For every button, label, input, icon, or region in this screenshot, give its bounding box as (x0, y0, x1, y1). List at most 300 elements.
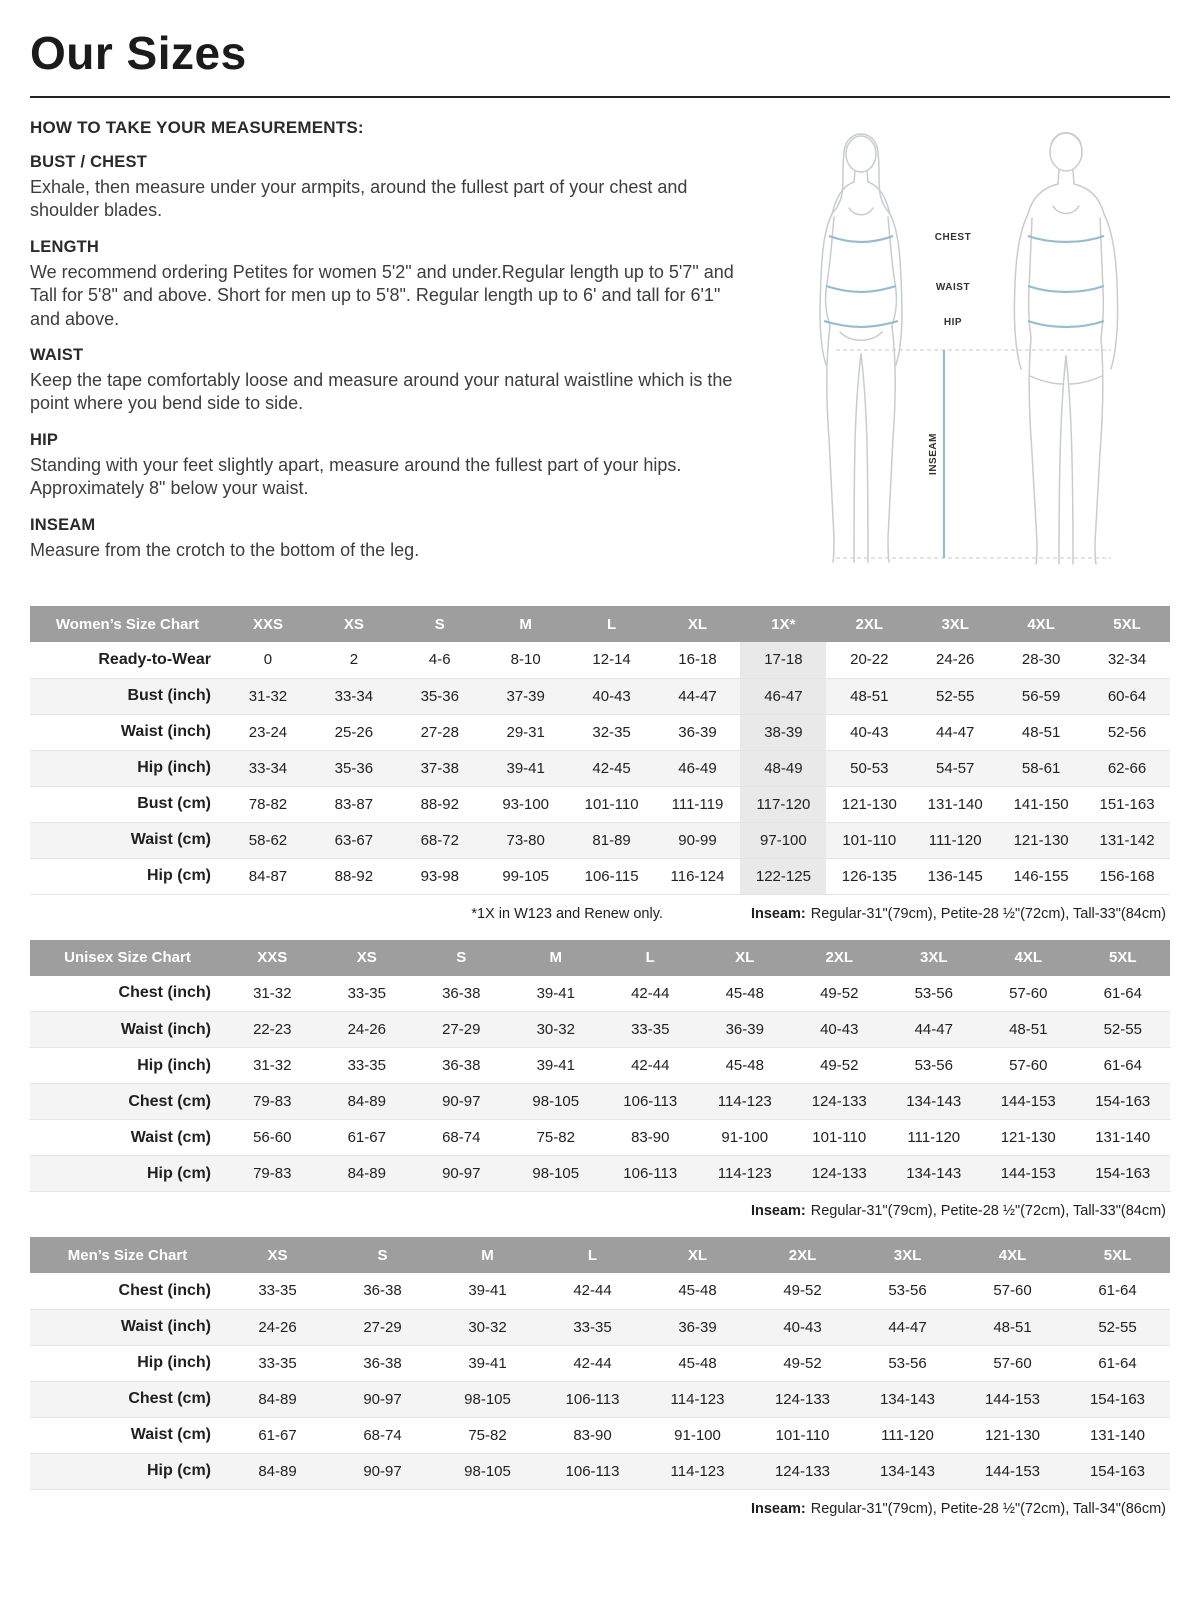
size-cell: 20-22 (826, 642, 912, 678)
size-cell: 48-51 (960, 1309, 1065, 1345)
row-label: Hip (inch) (30, 1048, 225, 1084)
size-cell: 54-57 (912, 750, 998, 786)
size-cell: 144-153 (981, 1156, 1076, 1192)
size-column-header: 4XL (981, 940, 1076, 976)
size-cell: 131-140 (1065, 1417, 1170, 1453)
size-cell: 111-120 (855, 1417, 960, 1453)
size-cell: 101-110 (792, 1120, 887, 1156)
size-cell: 40-43 (826, 714, 912, 750)
size-cell: 57-60 (960, 1273, 1065, 1309)
size-cell: 35-36 (397, 678, 483, 714)
size-cell: 4-6 (397, 642, 483, 678)
size-cell: 84-89 (320, 1084, 415, 1120)
size-cell: 45-48 (645, 1345, 750, 1381)
mens-size-chart-table (30, 1237, 1170, 1490)
size-cell: 61-64 (1076, 976, 1171, 1012)
guide-section-inseam (30, 516, 754, 562)
size-cell: 61-64 (1065, 1273, 1170, 1309)
size-column-header: 2XL (826, 606, 912, 642)
row-label: Hip (cm) (30, 1453, 225, 1489)
size-cell: 8-10 (483, 642, 569, 678)
row-label: Chest (inch) (30, 976, 225, 1012)
size-cell: 124-133 (792, 1084, 887, 1120)
table-row (30, 822, 1170, 858)
size-cell: 46-47 (740, 678, 826, 714)
size-cell: 0 (225, 642, 311, 678)
size-cell: 61-64 (1076, 1048, 1171, 1084)
size-cell: 53-56 (855, 1345, 960, 1381)
size-cell: 90-97 (330, 1381, 435, 1417)
size-cell: 93-98 (397, 858, 483, 894)
size-cell: 22-23 (225, 1012, 320, 1048)
mens-table-footnotes (34, 1501, 1166, 1517)
size-cell: 44-47 (655, 678, 741, 714)
size-cell: 25-26 (311, 714, 397, 750)
size-cell: 36-39 (655, 714, 741, 750)
size-column-header: M (435, 1237, 540, 1273)
size-cell: 52-55 (912, 678, 998, 714)
header-row (30, 1237, 1170, 1273)
size-cell: 121-130 (960, 1417, 1065, 1453)
unisex-table-footnotes (34, 1203, 1166, 1219)
size-column-header: 5XL (1084, 606, 1170, 642)
waist-label: WAIST (935, 282, 971, 293)
size-cell: 144-153 (960, 1381, 1065, 1417)
table-title: Women’s Size Chart (30, 606, 225, 642)
size-cell: 35-36 (311, 750, 397, 786)
table-row (30, 1273, 1170, 1309)
section-title: BUST / CHEST (30, 153, 147, 171)
guide-section-bust-chest (30, 153, 754, 223)
unisex-size-chart-table (30, 940, 1170, 1193)
table-row (30, 1309, 1170, 1345)
table-title: Unisex Size Chart (30, 940, 225, 976)
male-chest-line (1028, 236, 1104, 242)
size-column-header: S (397, 606, 483, 642)
row-label: Waist (cm) (30, 1417, 225, 1453)
row-label: Waist (inch) (30, 1012, 225, 1048)
size-cell: 134-143 (887, 1084, 982, 1120)
size-cell: 58-61 (998, 750, 1084, 786)
size-column-header: S (414, 940, 509, 976)
size-cell: 49-52 (792, 1048, 887, 1084)
size-cell: 75-82 (435, 1417, 540, 1453)
size-cell: 98-105 (509, 1084, 604, 1120)
row-label: Ready-to-Wear (30, 642, 225, 678)
size-cell: 131-142 (1084, 822, 1170, 858)
size-cell: 83-90 (540, 1417, 645, 1453)
size-cell: 36-39 (698, 1012, 793, 1048)
size-cell: 32-35 (569, 714, 655, 750)
size-column-header: L (569, 606, 655, 642)
size-cell: 53-56 (855, 1273, 960, 1309)
size-column-header: XL (655, 606, 741, 642)
row-label: Hip (inch) (30, 1345, 225, 1381)
table-row (30, 1048, 1170, 1084)
section-title: HIP (30, 430, 59, 449)
section-title: WAIST (30, 345, 84, 364)
size-cell: 101-110 (826, 822, 912, 858)
size-cell: 97-100 (740, 822, 826, 858)
size-cell: 134-143 (887, 1156, 982, 1192)
row-label: Waist (cm) (30, 1120, 225, 1156)
size-cell: 24-26 (225, 1309, 330, 1345)
table-row (30, 750, 1170, 786)
size-cell: 36-38 (330, 1273, 435, 1309)
size-cell: 62-66 (1084, 750, 1170, 786)
section-body: Keep the tape comfortably loose and measure around your natural waistline which is the point where you bend side to side. (30, 369, 733, 414)
size-cell: 90-97 (414, 1084, 509, 1120)
size-cell: 144-153 (960, 1453, 1065, 1489)
size-cell: 39-41 (509, 1048, 604, 1084)
section-body: Measure from the crotch to the bottom of the leg. (30, 539, 420, 560)
size-column-header: XL (698, 940, 793, 976)
size-cell: 131-140 (912, 786, 998, 822)
table-row (30, 642, 1170, 678)
inseam-footnote-label: Inseam: (750, 1203, 806, 1219)
size-cell: 36-38 (414, 976, 509, 1012)
size-cell: 42-44 (603, 1048, 698, 1084)
size-cell: 49-52 (792, 976, 887, 1012)
inseam-footnote-label: Inseam: (750, 905, 806, 922)
body-figures-illustration (766, 118, 1166, 588)
size-cell: 39-41 (509, 976, 604, 1012)
size-cell: 90-97 (414, 1156, 509, 1192)
guide-heading: HOW TO TAKE YOUR MEASUREMENTS: (30, 118, 364, 137)
size-cell: 12-14 (569, 642, 655, 678)
size-cell: 111-120 (912, 822, 998, 858)
size-cell: 33-34 (225, 750, 311, 786)
row-label: Waist (cm) (30, 822, 225, 858)
guide-section-length (30, 238, 754, 331)
size-cell: 49-52 (750, 1273, 855, 1309)
table-row (30, 976, 1170, 1012)
size-column-header: 4XL (960, 1237, 1065, 1273)
size-cell: 48-49 (740, 750, 826, 786)
size-cell: 106-115 (569, 858, 655, 894)
size-cell: 68-74 (330, 1417, 435, 1453)
size-cell: 39-41 (435, 1273, 540, 1309)
header-row (30, 940, 1170, 976)
size-cell: 46-49 (655, 750, 741, 786)
size-cell: 39-41 (435, 1345, 540, 1381)
size-column-header: 3XL (855, 1237, 960, 1273)
size-cell: 75-82 (509, 1120, 604, 1156)
size-cell: 33-35 (225, 1345, 330, 1381)
size-cell: 122-125 (740, 858, 826, 894)
inseam-label: INSEAM (928, 433, 939, 475)
row-label: Bust (inch) (30, 678, 225, 714)
size-cell: 141-150 (998, 786, 1084, 822)
size-cell: 126-135 (826, 858, 912, 894)
table-row (30, 1453, 1170, 1489)
male-hip-line (1028, 321, 1104, 327)
table-row (30, 1120, 1170, 1156)
size-cell: 73-80 (483, 822, 569, 858)
size-cell: 44-47 (855, 1309, 960, 1345)
size-cell: 114-123 (645, 1381, 750, 1417)
size-cell: 45-48 (698, 1048, 793, 1084)
row-label: Hip (cm) (30, 858, 225, 894)
size-cell: 42-45 (569, 750, 655, 786)
row-label: Waist (inch) (30, 714, 225, 750)
size-cell: 49-52 (750, 1345, 855, 1381)
size-cell: 36-39 (645, 1309, 750, 1345)
size-cell: 117-120 (740, 786, 826, 822)
size-cell: 61-67 (320, 1120, 415, 1156)
size-cell: 121-130 (981, 1120, 1076, 1156)
size-cell: 131-140 (1076, 1120, 1171, 1156)
size-cell: 56-60 (225, 1120, 320, 1156)
row-label: Waist (inch) (30, 1309, 225, 1345)
size-cell: 53-56 (887, 1048, 982, 1084)
size-cell: 40-43 (569, 678, 655, 714)
guide-section-hip (30, 431, 754, 501)
size-cell: 37-39 (483, 678, 569, 714)
row-label: Chest (cm) (30, 1084, 225, 1120)
size-cell: 33-35 (603, 1012, 698, 1048)
inseam-footnote-text: Regular-31"(79cm), Petite-28 ½"(72cm), Tall-33"(84cm) (810, 1203, 1166, 1219)
size-cell: 30-32 (435, 1309, 540, 1345)
size-cell: 45-48 (645, 1273, 750, 1309)
section-body: We recommend ordering Petites for women 5'2" and under.Regular length up to 5'7" and Tall for 5'8" and above. Short for men up to 5'8". Regular length up to 6' and tall for 6'1" and above. (30, 261, 734, 329)
size-cell: 24-26 (912, 642, 998, 678)
size-column-header: XS (320, 940, 415, 976)
size-cell: 33-35 (225, 1273, 330, 1309)
size-cell: 88-92 (311, 858, 397, 894)
inseam-footnote-text: Regular-31"(79cm), Petite-28 ½"(72cm), Tall-33"(84cm) (810, 905, 1166, 922)
size-cell: 63-67 (311, 822, 397, 858)
size-cell: 2 (311, 642, 397, 678)
size-cell: 61-64 (1065, 1345, 1170, 1381)
size-column-header: 5XL (1065, 1237, 1170, 1273)
size-cell: 99-105 (483, 858, 569, 894)
size-cell: 134-143 (855, 1381, 960, 1417)
size-cell: 50-53 (826, 750, 912, 786)
size-cell: 33-35 (320, 1048, 415, 1084)
size-cell: 45-48 (698, 976, 793, 1012)
size-cell: 57-60 (981, 976, 1076, 1012)
female-chest-line (829, 236, 893, 242)
size-cell: 106-113 (540, 1381, 645, 1417)
footnote-inseam (751, 1203, 1166, 1219)
table-row (30, 1417, 1170, 1453)
table-row (30, 1156, 1170, 1192)
size-cell: 84-89 (225, 1453, 330, 1489)
size-cell: 40-43 (750, 1309, 855, 1345)
size-cell: 121-130 (826, 786, 912, 822)
size-cell: 58-62 (225, 822, 311, 858)
size-cell: 33-34 (311, 678, 397, 714)
section-title: INSEAM (30, 515, 96, 534)
size-cell: 136-145 (912, 858, 998, 894)
size-cell: 146-155 (998, 858, 1084, 894)
womens-table-footnotes (34, 906, 1166, 922)
size-cell: 114-123 (698, 1084, 793, 1120)
size-cell: 37-38 (397, 750, 483, 786)
size-cell: 114-123 (645, 1453, 750, 1489)
row-label: Chest (inch) (30, 1273, 225, 1309)
size-column-header: S (330, 1237, 435, 1273)
size-cell: 98-105 (435, 1381, 540, 1417)
size-cell: 52-55 (1076, 1012, 1171, 1048)
size-cell: 101-110 (750, 1417, 855, 1453)
male-figure-outline (1014, 133, 1117, 564)
size-column-header: L (540, 1237, 645, 1273)
table-row (30, 786, 1170, 822)
page-title: Our Sizes (30, 27, 247, 79)
guide-text-column (30, 118, 754, 588)
female-figure-outline (820, 134, 902, 562)
size-cell: 154-163 (1076, 1156, 1171, 1192)
size-cell: 28-30 (998, 642, 1084, 678)
footnote-inseam (751, 1501, 1166, 1517)
row-label: Chest (cm) (30, 1381, 225, 1417)
table-row (30, 1084, 1170, 1120)
size-cell: 83-87 (311, 786, 397, 822)
size-column-header: XXS (225, 606, 311, 642)
size-cell: 31-32 (225, 678, 311, 714)
size-cell: 23-24 (225, 714, 311, 750)
size-column-header: 1X* (740, 606, 826, 642)
size-cell: 114-123 (698, 1156, 793, 1192)
size-cell: 78-82 (225, 786, 311, 822)
size-cell: 111-119 (655, 786, 741, 822)
size-cell: 106-113 (603, 1084, 698, 1120)
size-cell: 79-83 (225, 1084, 320, 1120)
size-cell: 154-163 (1065, 1381, 1170, 1417)
size-cell: 17-18 (740, 642, 826, 678)
size-column-header: L (603, 940, 698, 976)
section-body: Standing with your feet slightly apart, measure around the fullest part of your hips. Approximately 8" below your waist. (30, 454, 682, 499)
inseam-footnote-label: Inseam: (750, 1500, 806, 1517)
size-cell: 124-133 (750, 1381, 855, 1417)
size-column-header: 3XL (912, 606, 998, 642)
size-cell: 38-39 (740, 714, 826, 750)
size-cell: 48-51 (998, 714, 1084, 750)
title-divider (30, 96, 1170, 98)
size-column-header: 5XL (1076, 940, 1171, 976)
table-row (30, 1345, 1170, 1381)
size-cell: 106-113 (603, 1156, 698, 1192)
size-cell: 154-163 (1065, 1453, 1170, 1489)
size-cell: 134-143 (855, 1453, 960, 1489)
size-cell: 84-89 (320, 1156, 415, 1192)
row-label: Hip (cm) (30, 1156, 225, 1192)
size-cell: 42-44 (603, 976, 698, 1012)
table-row (30, 678, 1170, 714)
size-cell: 42-44 (540, 1345, 645, 1381)
size-cell: 53-56 (887, 976, 982, 1012)
size-cell: 88-92 (397, 786, 483, 822)
footnote-inseam (751, 906, 1166, 922)
size-cell: 156-168 (1084, 858, 1170, 894)
table-row (30, 858, 1170, 894)
female-waist-line (826, 286, 896, 292)
hip-label: HIP (943, 317, 963, 328)
guide-section-waist (30, 346, 754, 416)
size-cell: 81-89 (569, 822, 655, 858)
size-cell: 31-32 (225, 976, 320, 1012)
table-title: Men’s Size Chart (30, 1237, 225, 1273)
size-cell: 84-89 (225, 1381, 330, 1417)
row-label: Bust (cm) (30, 786, 225, 822)
size-cell: 27-29 (414, 1012, 509, 1048)
size-cell: 111-120 (887, 1120, 982, 1156)
womens-size-chart-table (30, 606, 1170, 895)
size-cell: 24-26 (320, 1012, 415, 1048)
size-cell: 90-99 (655, 822, 741, 858)
size-cell: 27-29 (330, 1309, 435, 1345)
size-column-header: XS (311, 606, 397, 642)
size-cell: 48-51 (981, 1012, 1076, 1048)
table-row (30, 714, 1170, 750)
size-column-header: 3XL (887, 940, 982, 976)
size-column-header: M (509, 940, 604, 976)
section-body: Exhale, then measure under your armpits, around the fullest part of your chest and shoulder blades. (30, 177, 688, 221)
measurement-guide (30, 118, 1170, 588)
size-cell: 93-100 (483, 786, 569, 822)
size-cell: 91-100 (645, 1417, 750, 1453)
size-cell: 36-38 (330, 1345, 435, 1381)
header-row (30, 606, 1170, 642)
size-column-header: XS (225, 1237, 330, 1273)
inseam-footnote-text: Regular-31"(79cm), Petite-28 ½"(72cm), Tall-34"(86cm) (810, 1500, 1166, 1517)
size-cell: 44-47 (912, 714, 998, 750)
size-cell: 36-38 (414, 1048, 509, 1084)
size-cell: 52-56 (1084, 714, 1170, 750)
size-cell: 31-32 (225, 1048, 320, 1084)
size-cell: 30-32 (509, 1012, 604, 1048)
size-cell: 39-41 (483, 750, 569, 786)
size-cell: 106-113 (540, 1453, 645, 1489)
size-cell: 56-59 (998, 678, 1084, 714)
size-cell: 44-47 (887, 1012, 982, 1048)
table-row (30, 1381, 1170, 1417)
size-cell: 154-163 (1076, 1084, 1171, 1120)
size-cell: 42-44 (540, 1273, 645, 1309)
size-cell: 27-28 (397, 714, 483, 750)
male-waist-line (1028, 286, 1104, 292)
size-cell: 98-105 (509, 1156, 604, 1192)
size-column-header: XL (645, 1237, 750, 1273)
size-cell: 98-105 (435, 1453, 540, 1489)
size-cell: 116-124 (655, 858, 741, 894)
size-cell: 40-43 (792, 1012, 887, 1048)
size-cell: 33-35 (320, 976, 415, 1012)
size-cell: 124-133 (750, 1453, 855, 1489)
size-cell: 124-133 (792, 1156, 887, 1192)
table-row (30, 1012, 1170, 1048)
size-column-header: XXS (225, 940, 320, 976)
size-cell: 52-55 (1065, 1309, 1170, 1345)
size-cell: 32-34 (1084, 642, 1170, 678)
chest-label: CHEST (934, 232, 972, 243)
female-hip-line (824, 321, 898, 327)
row-label: Hip (inch) (30, 750, 225, 786)
size-cell: 57-60 (981, 1048, 1076, 1084)
size-cell: 48-51 (826, 678, 912, 714)
size-cell: 144-153 (981, 1084, 1076, 1120)
size-cell: 83-90 (603, 1120, 698, 1156)
size-cell: 121-130 (998, 822, 1084, 858)
size-column-header: 2XL (750, 1237, 855, 1273)
size-column-header: M (483, 606, 569, 642)
size-cell: 90-97 (330, 1453, 435, 1489)
measurement-diagram (766, 118, 1166, 588)
size-column-header: 4XL (998, 606, 1084, 642)
size-cell: 91-100 (698, 1120, 793, 1156)
